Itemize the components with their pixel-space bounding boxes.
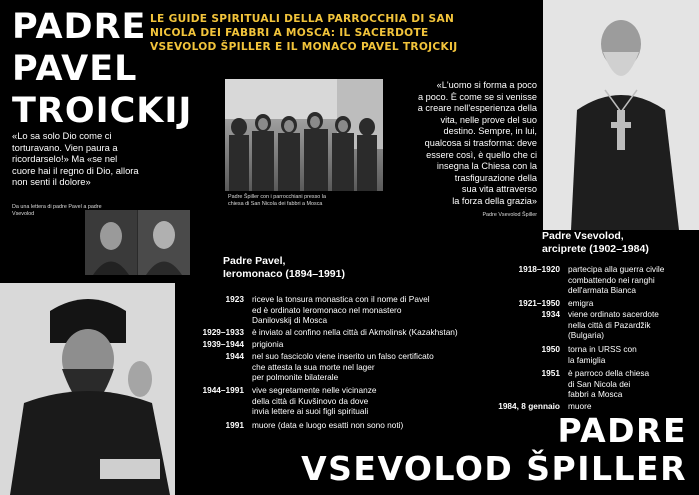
timeline-line: della città di Kuvšinovo da dove	[252, 395, 369, 406]
quote-line: insegna la Chiesa con la	[436, 161, 537, 172]
quote-line: qualcosa si trasforma: deve	[424, 137, 537, 148]
timeline-line: fabbri a Mosca	[568, 389, 623, 400]
quote-vsevolod-caption: Padre Vsevolod Špiller	[482, 212, 537, 218]
timeline-text	[568, 368, 649, 400]
timeline-line: muore	[568, 401, 592, 411]
timeline-line: ed è ordinato Ieromonaco nel monastero	[252, 304, 402, 315]
timeline-year: 1939–1944	[202, 339, 244, 349]
timeline-year: 1944	[225, 351, 244, 361]
timeline-line: nella città di Pazardžik	[568, 319, 651, 330]
timeline-year: 1984, 8 gennaio	[498, 401, 560, 411]
heading-line: Padre Pavel,	[223, 255, 286, 267]
timeline-year: 1950	[541, 344, 560, 354]
timeline-year: 1934	[541, 309, 560, 319]
photo-mugshots	[85, 210, 190, 275]
timeline-line: muore (data e luogo esatti non sono noti)	[252, 420, 404, 430]
timeline-line: di San Nicola dei	[568, 378, 631, 389]
quote-line: destino. Sempre, in lui,	[443, 126, 537, 137]
quote-line: vita, nelle prove del suo	[440, 114, 537, 125]
pavel-section-heading	[223, 255, 423, 280]
heading-line: Padre Vsevolod,	[542, 230, 624, 242]
heading-line: arciprete (1902–1984)	[542, 242, 649, 255]
timeline-line: Danilovskij di Mosca	[252, 315, 328, 326]
quote-line: a creare nell'esperienza della	[417, 103, 537, 114]
timeline-text	[568, 401, 592, 412]
timeline-text	[568, 264, 664, 296]
timeline-line: nel suo fascicolo viene inserito un falso certificato	[252, 351, 434, 361]
timeline-line: emigra	[568, 298, 594, 308]
timeline-line: torna in URSS con	[568, 344, 637, 354]
heading-line: Ieromonaco (1894–1991)	[223, 267, 345, 280]
timeline-line: che attesta la sua morte nel lager	[252, 361, 375, 372]
timeline-line: vive segretamente nelle vicinanze	[252, 385, 377, 395]
timeline-line: invia lettere ai suoi figli spirituali	[252, 406, 369, 417]
timeline-text	[252, 351, 434, 383]
title-line: PAVEL	[12, 49, 138, 89]
timeline-line: è inviato al confino nella città di Akmolinsk (Kazakhstan)	[252, 327, 458, 337]
timeline-year: 1991	[225, 420, 244, 430]
headline-line: LE GUIDE SPIRITUALI DELLA PARROCCHIA DI SAN	[150, 13, 455, 25]
headline-line: NICOLA DEI FABBRI A MOSCA: IL SACERDOTE	[150, 27, 429, 39]
timeline-line: riceve la tonsura monastica con il nome di Pavel	[252, 294, 430, 304]
photo-vsevolod-portrait	[543, 0, 699, 230]
timeline-year: 1951	[541, 368, 560, 378]
quote-line: la forza della grazia»	[452, 195, 537, 206]
title-pavel-troickij	[12, 6, 193, 132]
title-line: VSEVOLOD ŠPILLER	[301, 449, 687, 488]
timeline-text	[568, 344, 637, 365]
headline-line: VSEVOLOD ŠPILLER E IL MONACO PAVEL TROJCKIJ	[150, 41, 458, 53]
timeline-text	[252, 294, 430, 326]
photo-pavel-portrait	[0, 283, 175, 495]
quote-vsevolod	[403, 80, 537, 208]
quote-line: trasfigurazione della	[454, 172, 537, 183]
title-line: PADRE	[557, 411, 687, 450]
timeline-text	[252, 339, 283, 350]
quote-pavel-caption: Da una lettera di padre Pavel a padre Vsevolod	[12, 204, 102, 217]
timeline-line: viene ordinato sacerdote	[568, 309, 659, 319]
photo-parishioners	[225, 79, 383, 191]
timeline-year: 1918–1920	[518, 264, 560, 274]
timeline-text	[568, 298, 593, 309]
timeline-line: è parroco della chiesa	[568, 368, 650, 378]
timeline-year: 1944–1991	[202, 385, 244, 395]
title-vsevolod-spiller	[301, 412, 687, 488]
timeline-line: la famiglia	[568, 354, 606, 365]
title-line: TROICKIJ	[12, 91, 193, 131]
timeline-line: per polmonite bilaterale	[252, 372, 339, 383]
vsevolod-section-heading	[542, 230, 692, 255]
quote-line: essere così, è quello che ci	[426, 149, 537, 160]
timeline-line: (Bulgaria)	[568, 330, 604, 341]
timeline-line: dell'armata Bianca	[568, 285, 636, 296]
timeline-line: prigionia	[252, 339, 284, 349]
quote-line: «L'uomo si forma a poco	[436, 80, 537, 90]
title-line: PADRE	[12, 7, 147, 47]
timeline-year: 1923	[225, 294, 244, 304]
timeline-text	[568, 309, 659, 341]
timeline-line: combattendo nei ranghi	[568, 274, 655, 285]
timeline-year: 1921–1950	[518, 298, 560, 308]
quote-line: sua vita attraverso	[461, 184, 537, 195]
quote-line: a poco. È come se si venisse	[418, 91, 537, 102]
photo-parishioners-caption: Padre Špiller con i parrocchiani presso la chiesa di San Nicola dei fabbri a Mosca	[228, 194, 326, 207]
headline	[150, 12, 530, 54]
vsevolod-timeline	[482, 264, 692, 414]
timeline-line: partecipa alla guerra civile	[568, 264, 665, 274]
quote-pavel: «Lo sa solo Dio come ci torturavano. Vien paura a ricordarselo!» Ma «se nel cuore hai il regno di Dio, allora non senti il dolore»	[12, 130, 139, 188]
timeline-text	[252, 327, 458, 338]
timeline-year: 1929–1933	[202, 327, 244, 337]
